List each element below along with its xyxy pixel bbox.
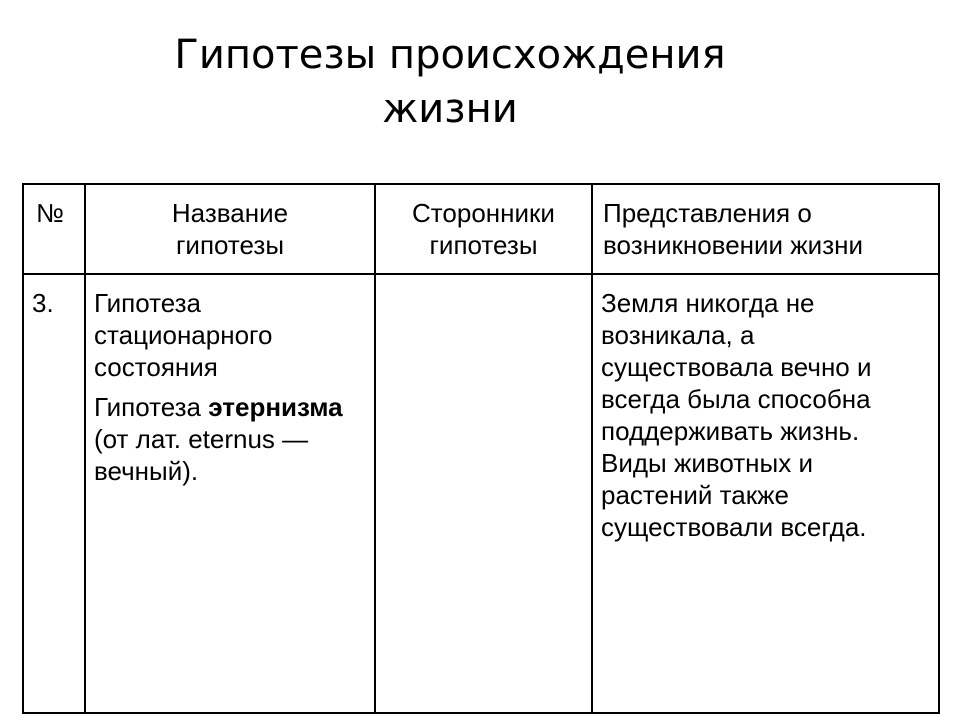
hypothesis-name-stationary: Гипотеза стационарного состояния: [94, 288, 273, 382]
row-supporters: [375, 274, 592, 713]
header-name-line2: гипотезы: [175, 230, 285, 260]
header-supporters: [375, 184, 592, 274]
slide-title-line2: жизни: [382, 86, 518, 132]
eternism-term: этернизма: [208, 392, 343, 422]
header-name-line1: Название: [171, 198, 289, 228]
header-supporters-line1: Сторонники: [412, 198, 555, 228]
header-ideas-line1: Представления о: [603, 198, 812, 228]
hypotheses-table: [22, 183, 940, 714]
header-name: [85, 184, 375, 274]
slide-title: [100, 28, 800, 136]
row-ideas: Земля никогда не возникала, а существовала вечно и всегда была способна поддерживать жизнь. Виды животных и растений также существовали всегда.: [592, 274, 939, 713]
eternism-suffix: (от лат. eternus — вечный).: [94, 424, 309, 486]
header-ideas-line2: возникновении жизни: [603, 230, 864, 260]
eternism-prefix: Гипотеза: [94, 392, 209, 422]
header-number: №: [23, 184, 85, 274]
row-hypothesis-name: [85, 274, 375, 713]
row-number: 3.: [23, 274, 85, 713]
header-ideas: [592, 184, 939, 274]
hypothesis-name-eternism: [94, 391, 366, 487]
header-supporters-line2: гипотезы: [429, 230, 538, 260]
table-header-row: [23, 184, 939, 274]
table-row: [23, 274, 939, 713]
slide-title-line1: Гипотезы происхождения: [174, 32, 726, 78]
